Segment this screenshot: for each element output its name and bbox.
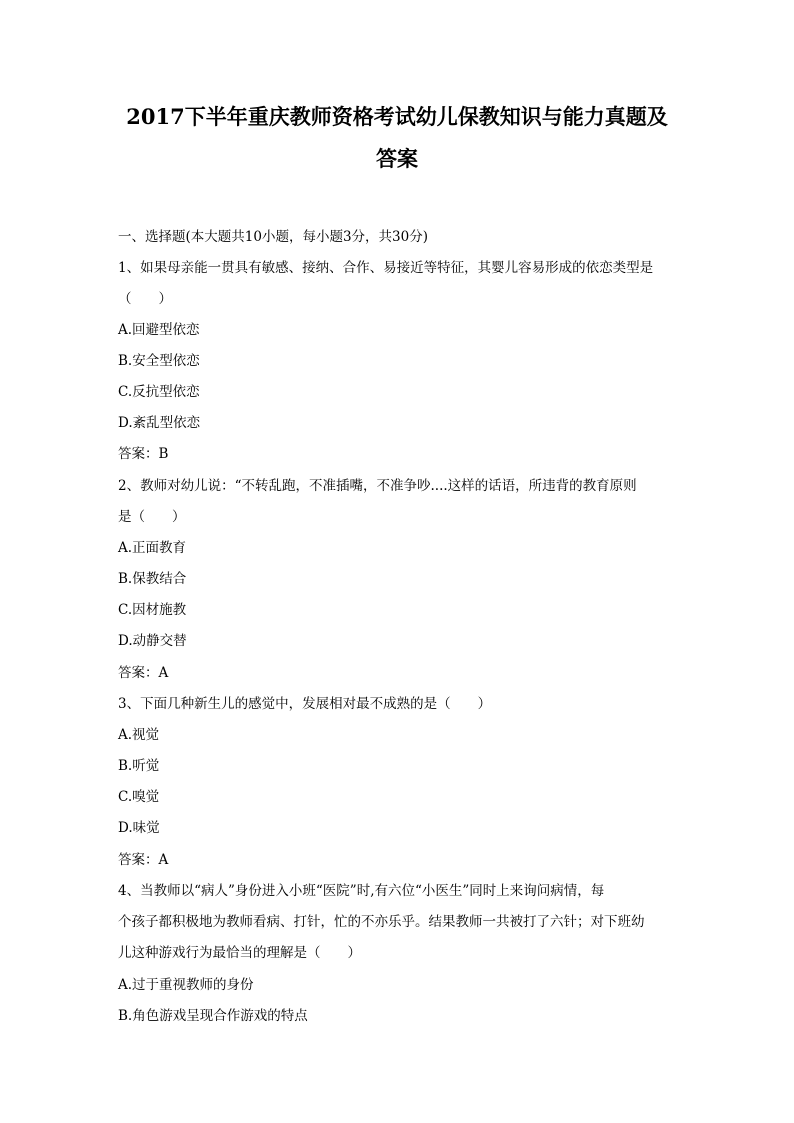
question-2-text: 2、教师对幼儿说：“不转乱跑，不准插嘴，不准争吵....这样的话语，所违背的教育原则 bbox=[118, 478, 637, 494]
question-3-option-a: A.视觉 bbox=[118, 727, 160, 743]
question-1-option-a: A.回避型依恋 bbox=[118, 322, 200, 338]
question-2-option-d: D.动静交替 bbox=[118, 633, 187, 649]
question-3-option-b: B.听觉 bbox=[118, 758, 160, 774]
question-2-answer: 答案：A bbox=[118, 665, 169, 681]
question-4-text-cont-1: 个孩子都积极地为教师看病、打针，忙的不亦乐乎。结果教师一共被打了六针；对下班幼 bbox=[118, 914, 645, 930]
question-2-option-c: C.因材施教 bbox=[118, 602, 187, 618]
question-4-text: 4、当教师以“病人”身份进入小班“医院”时,有六位“小医生”同时上来询问病情，每 bbox=[118, 883, 605, 899]
question-1-option-c: C.反抗型依恋 bbox=[118, 384, 200, 400]
question-1-blank: （ ） bbox=[118, 291, 172, 307]
question-2-text-cont: 是（ ） bbox=[118, 509, 186, 525]
question-4-text-cont-2: 儿这种游戏行为最恰当的理解是（ ） bbox=[118, 945, 361, 961]
question-1-option-b: B.安全型依恋 bbox=[118, 353, 200, 369]
question-1-option-d: D.紊乱型依恋 bbox=[118, 415, 201, 431]
section-heading: 一、选择题(本大题共10小题，每小题3分，共30分) bbox=[118, 229, 428, 245]
question-3-option-d: D.味觉 bbox=[118, 820, 160, 836]
question-1-text: 1、如果母亲能一贯具有敏感、接纳、合作、易接近等特征，其婴儿容易形成的依恋类型是 bbox=[118, 260, 654, 276]
question-4-option-b: B.角色游戏呈现合作游戏的特点 bbox=[118, 1008, 308, 1024]
question-4-option-a: A.过于重视教师的身份 bbox=[118, 977, 254, 993]
question-3-option-c: C.嗅觉 bbox=[118, 789, 160, 805]
document-title-line-1: 2017下半年重庆教师资格考试幼儿保教知识与能力真题及 bbox=[126, 104, 668, 129]
document-title-line-2: 答案 bbox=[376, 146, 418, 171]
question-2-option-b: B.保教结合 bbox=[118, 571, 187, 587]
question-2-option-a: A.正面教育 bbox=[118, 540, 187, 556]
question-3-answer: 答案：A bbox=[118, 852, 169, 868]
question-1-answer: 答案：B bbox=[118, 446, 169, 462]
question-3-text: 3、下面几种新生儿的感觉中，发展相对最不成熟的是（ ） bbox=[118, 696, 492, 712]
